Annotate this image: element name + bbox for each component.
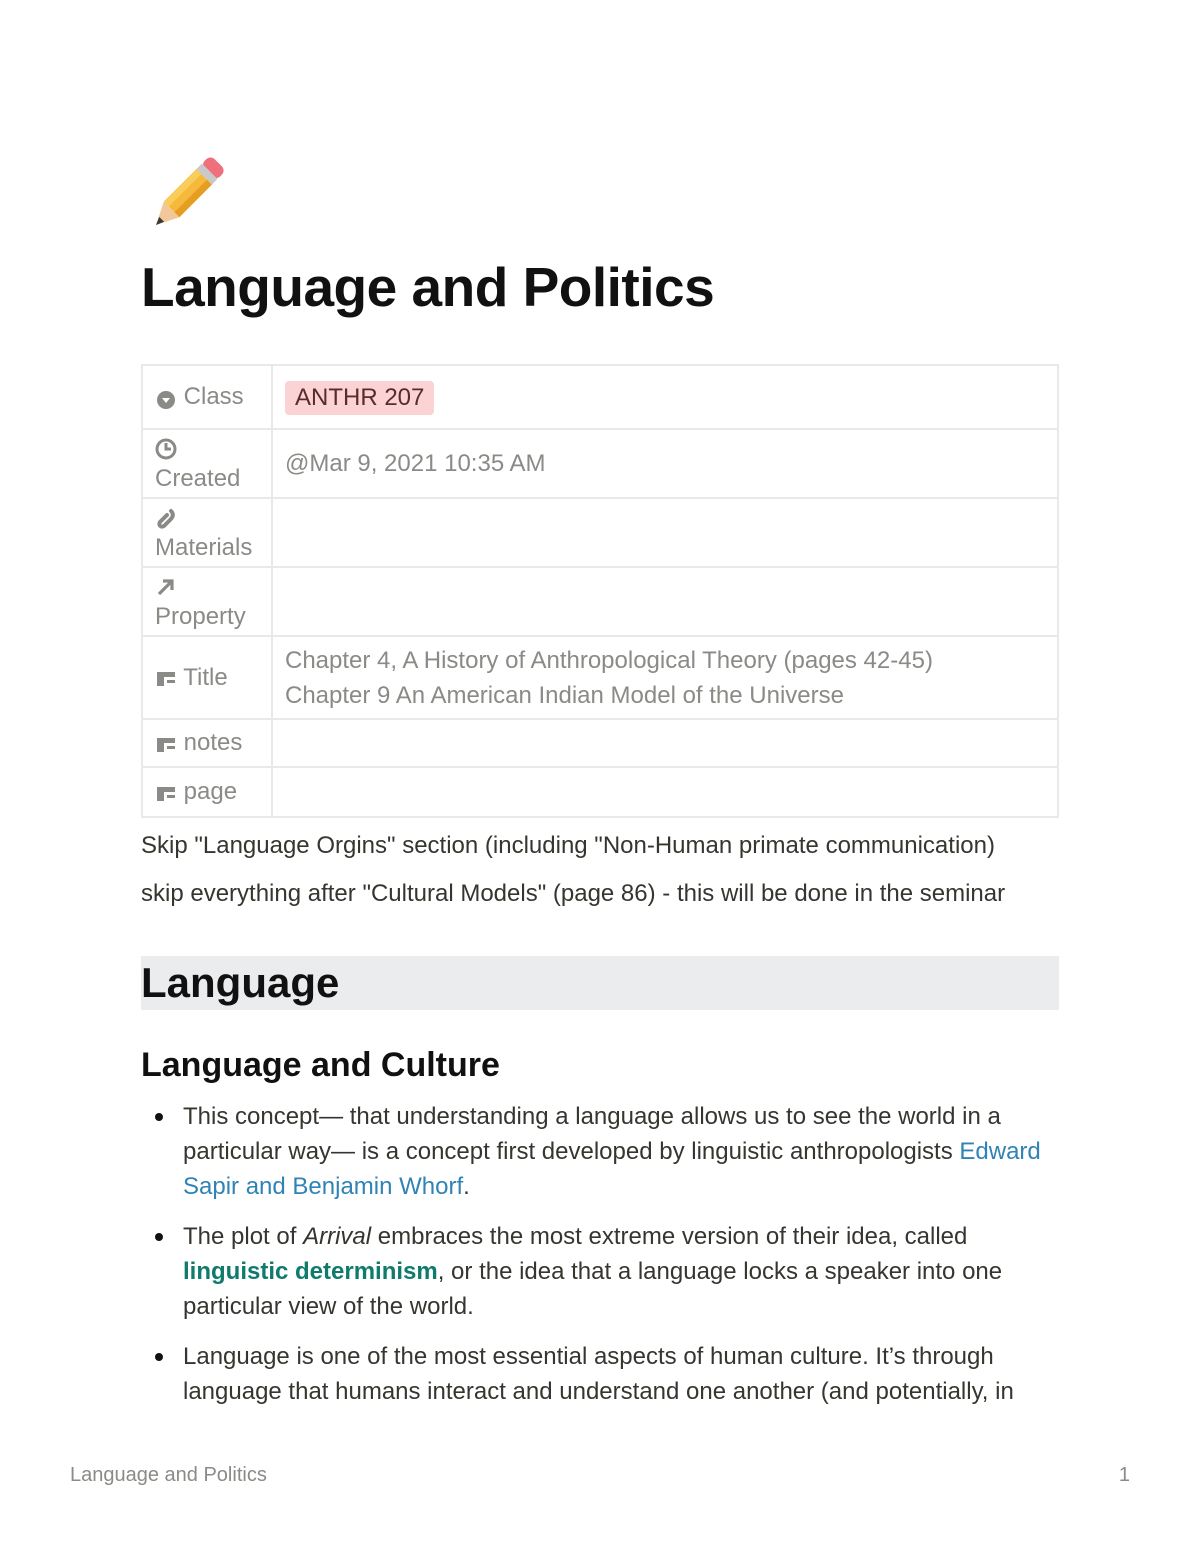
note-paragraph: Skip "Language Orgins" section (including "Non-Human primate communication) [141, 832, 995, 859]
page-title: Language and Politics [141, 256, 715, 318]
property-name: Title [183, 663, 228, 691]
property-name: Property [155, 602, 246, 630]
note-paragraph: skip everything after "Cultural Models" (page 86) - this will be done in the seminar [141, 880, 1006, 907]
select-icon [155, 387, 177, 409]
property-row-materials[interactable] [142, 498, 1058, 567]
property-row-property[interactable] [142, 567, 1058, 636]
property-name: Materials [155, 533, 253, 561]
property-row-page[interactable] [142, 767, 1058, 817]
class-tag[interactable]: ANTHR 207 [285, 381, 434, 415]
bullet-list [141, 1099, 1071, 1424]
heading-language: Language [141, 956, 1059, 1010]
created-value: @Mar 9, 2021 10:35 AM [285, 450, 546, 477]
heading-language-and-culture: Language and Culture [141, 1046, 500, 1084]
property-value[interactable] [272, 567, 1058, 636]
text-icon [155, 667, 177, 689]
list-item: Language is one of the most essential aspects of human culture. It’s through language that humans interact and understand one another (and potentially, in [141, 1339, 1071, 1409]
property-name: page [183, 778, 238, 805]
text-icon [155, 733, 177, 755]
list-item: The plot of Arrival embraces the most extreme version of their idea, called linguistic determinism, or the idea that a language locks a speaker into one particular view of the world. [141, 1219, 1071, 1324]
clock-icon [155, 438, 177, 460]
bullet-icon [155, 1113, 163, 1121]
italic-text: Arrival [303, 1223, 372, 1250]
property-row-title[interactable] [142, 636, 1058, 719]
highlighted-term: linguistic determinism [183, 1258, 438, 1285]
property-row-notes[interactable] [142, 719, 1058, 767]
page-value[interactable] [272, 767, 1058, 817]
property-name: Class [183, 383, 244, 410]
properties-table [141, 364, 1059, 818]
footer-title: Language and Politics [70, 1464, 267, 1486]
property-row-created[interactable] [142, 429, 1058, 498]
pencil-icon [142, 153, 228, 239]
materials-value[interactable] [272, 498, 1058, 567]
list-item: This concept— that understanding a language allows us to see the world in a particular way— is a concept first developed by linguistic anthropologists Edward Sapir and Benjamin Whorf. [141, 1099, 1071, 1204]
property-row-class[interactable] [142, 365, 1058, 429]
paperclip-icon [155, 507, 177, 529]
property-name: notes [183, 729, 243, 756]
bullet-icon [155, 1353, 163, 1361]
notes-value[interactable] [272, 719, 1058, 767]
property-name: Created [155, 464, 241, 492]
title-value-line: Chapter 9 An American Indian Model of the Universe [285, 681, 844, 709]
text-icon [155, 782, 177, 804]
title-value-line: Chapter 4, A History of Anthropological Theory (pages 42-45) [285, 646, 933, 674]
page-number: 1 [1118, 1464, 1130, 1486]
arrow-up-right-icon [155, 576, 177, 598]
bullet-icon [155, 1233, 163, 1241]
link-sapir-whorf[interactable]: Edward Sapir and Benjamin Whorf [183, 1138, 1041, 1200]
